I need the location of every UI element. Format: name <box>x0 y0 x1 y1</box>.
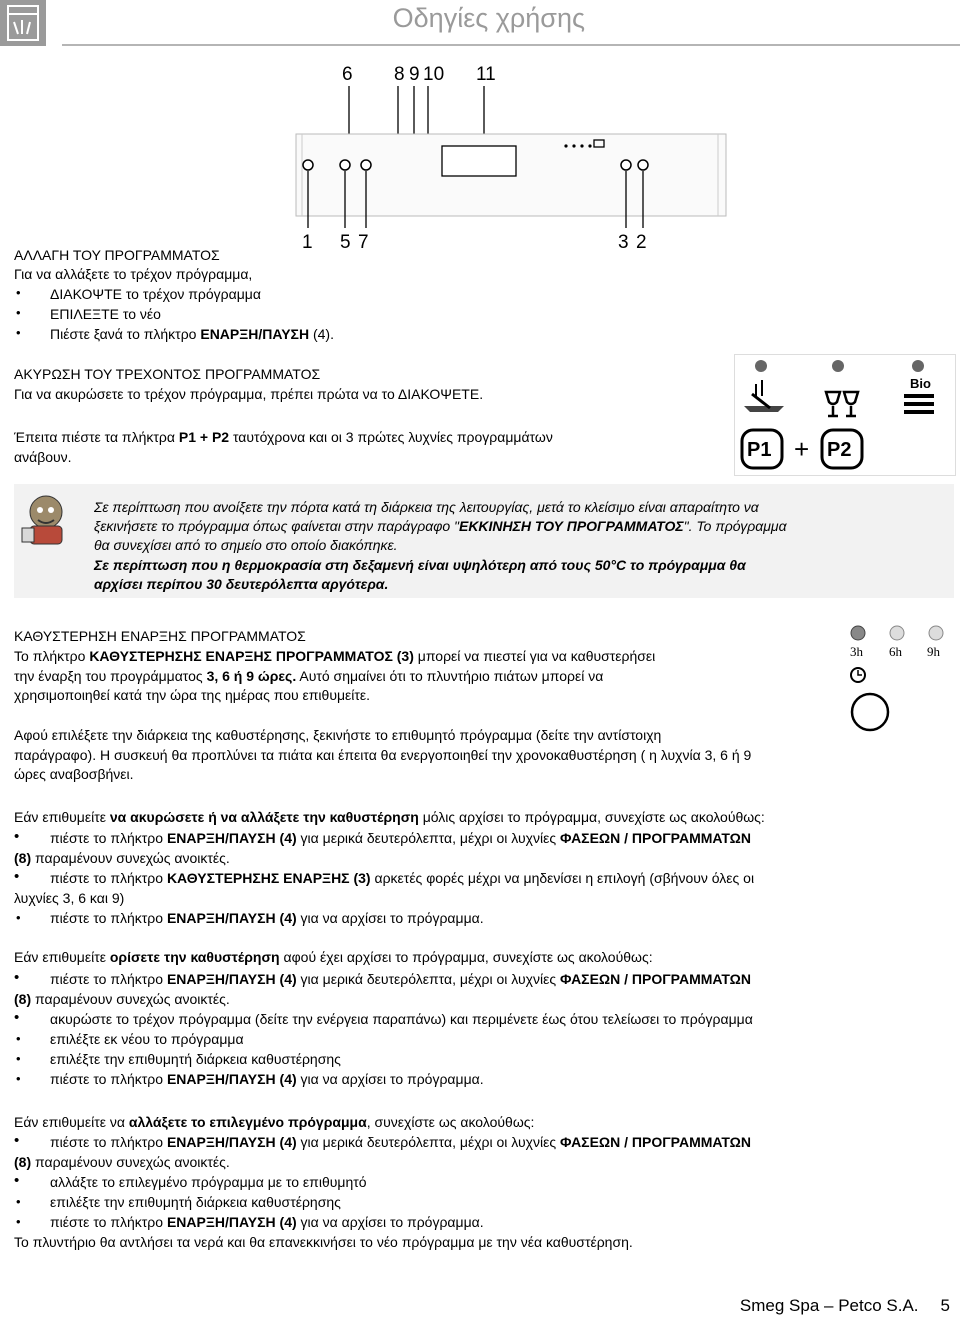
bullet-dot: • <box>14 828 20 845</box>
change-program-bullet-2: αλλάξτε το επιλεγμένο πρόγραμμα με το επιθυμητό <box>50 1174 367 1190</box>
header-divider <box>62 44 960 46</box>
panel-label-3: 3 <box>618 232 629 252</box>
note-line-5: αρχίσει περίπου 30 δευτερόλεπτα αργότερα. <box>94 576 389 592</box>
panel-label-6: 6 <box>342 64 353 85</box>
panel-label-5: 5 <box>340 232 351 252</box>
delay-p2-line-3: ώρες αναβοσβήνει. <box>14 766 134 782</box>
cancel-delay-bullet-2: πιέστε το πλήκτρο ΚΑΘΥΣΤΕΡΗΣΗΣ ΕΝΑΡΞΗΣ (3) αρκετές φορές μέχρι να μηδενίσει η επιλογή (σβήνουν όλες οι <box>50 870 755 886</box>
cancel-line-3: ανάβουν. <box>14 449 72 465</box>
delay-p2-line-2: παράγραφο). Η συσκευή θα προπλύνει τα πιάτα και έπειτα θα ενεργοποιηθεί την χρονοκαθυστέρηση ( η λυχνία 3, 6 ή 9 <box>14 747 752 763</box>
cancel-delay-bullet-1: πιέστε το πλήκτρο ΕΝΑΡΞΗ/ΠΑΥΣΗ (4) για μερικά δευτερόλεπτα, μέχρι οι λυχνίες ΦΑΣΕΩΝ / ΠΡΟΓΡΑΜΜΑΤΩΝ <box>50 830 751 846</box>
page-footer <box>740 1296 950 1316</box>
set-delay-bullet-1-cont: (8) παραμένουν συνεχώς ανοικτές. <box>14 991 230 1007</box>
change-intro: Για να αλλάξετε το τρέχον πρόγραμμα, <box>14 266 253 282</box>
panel-label-9: 9 <box>409 64 420 85</box>
p1-p2-buttons-figure <box>734 354 956 476</box>
p2-label: P2 <box>827 439 852 461</box>
footer-company: Smeg Spa – Petco S.A. <box>739 1296 919 1315</box>
panel-label-8: 8 <box>394 64 405 85</box>
note-line-2: ξεκινήσετε το πρόγραμμα όπως φαίνεται στην παράγραφο "ΕΚΚΙΝΗΣΗ ΤΟΥ ΠΡΟΓΡΑΜΜΑΤΟΣ". Το πρόγραμμα <box>94 518 787 534</box>
dishwasher-logo-icon <box>0 0 46 46</box>
bullet-dot: • <box>16 325 21 340</box>
change-program-bullet-1: πιέστε το πλήκτρο ΕΝΑΡΞΗ/ΠΑΥΣΗ (4) για μερικά δευτερόλεπτα, μέχρι οι λυχνίες ΦΑΣΕΩΝ / ΠΡΟΓΡΑΜΜΑΤΩΝ <box>50 1134 751 1150</box>
change-program-bullet-4: πιέστε το πλήκτρο ΕΝΑΡΞΗ/ΠΑΥΣΗ (4) για να αρχίσει το πρόγραμμα. <box>50 1214 484 1230</box>
bullet-dot: • <box>14 1009 20 1026</box>
cancel-heading: ΑΚΥΡΩΣΗ ΤΟΥ ΤΡΕΧΟΝΤΟΣ ΠΡΟΓΡΑΜΜΑΤΟΣ <box>14 366 321 382</box>
panel-label-1: 1 <box>302 232 313 252</box>
note-line-4: Σε περίπτωση που η θερμοκρασία στη δεξαμενή είναι υψηλότερη από τους 50°C το πρόγραμμα θα <box>94 557 746 573</box>
header-logo <box>0 0 46 46</box>
panel-label-10: 10 <box>423 64 445 85</box>
plus-label: + <box>794 434 810 464</box>
delay-9h-label: 9h <box>927 644 940 659</box>
delay-6h-label: 6h <box>889 644 902 659</box>
change-program-closing: Το πλυντήριο θα αντλήσει τα νερά και θα επανεκκινήσει το νέο πρόγραμμα με την νέα καθυστέρηση. <box>14 1234 633 1250</box>
svg-text:Bio: Bio <box>910 376 931 391</box>
page-title: Οδηγίες χρήσης <box>392 3 585 33</box>
note-line-1: Σε περίπτωση που ανοίξετε την πόρτα κατά τη διάρκεια της λειτουργίας, μετά το κλείσιμο είναι απαραίτητο να <box>94 499 759 515</box>
bullet-dot: • <box>16 910 21 925</box>
delay-3h-label: 3h <box>850 644 863 659</box>
panel-label-7: 7 <box>358 232 369 252</box>
bullet-dot: • <box>16 305 21 320</box>
panel-label-11: 11 <box>476 64 496 85</box>
change-program-bullet-3: επιλέξτε την επιθυμητή διάρκεια καθυστέρησης <box>50 1194 341 1210</box>
change-program-bullet-1-cont: (8) παραμένουν συνεχώς ανοικτές. <box>14 1154 230 1170</box>
bullet-dot: • <box>14 969 20 986</box>
p1-label: P1 <box>747 439 772 461</box>
note-line-3: θα συνεχίσει από το σημείο στο οποίο διακόπηκε. <box>94 537 398 553</box>
set-delay-bullet-5: πιέστε το πλήκτρο ΕΝΑΡΞΗ/ΠΑΥΣΗ (4) για να αρχίσει το πρόγραμμα. <box>50 1071 484 1087</box>
mascot-icon <box>20 490 70 546</box>
delay-p2-line-1: Αφού επιλέξετε την διάρκεια της καθυστέρησης, ξεκινήστε το επιθυμητό πρόγραμμα (δείτε την αντίστοιχη <box>14 727 662 743</box>
change-bullet-2: ΕΠΙΛΕΞΤΕ το νέο <box>50 306 161 322</box>
delay-p1-line-2: την έναρξη του προγράμματος 3, 6 ή 9 ώρες. Αυτό σημαίνει ότι το πλυντήριο πιάτων μπορεί να <box>14 668 604 684</box>
bullet-dot: • <box>16 285 21 300</box>
change-bullet-3: Πιέστε ξανά το πλήκτρο ΕΝΑΡΞΗ/ΠΑΥΣΗ (4). <box>50 326 334 342</box>
bullet-dot: • <box>14 1172 20 1189</box>
cancel-line-1: Για να ακυρώσετε το τρέχον πρόγραμμα, πρέπει πρώτα να το ΔΙΑΚΟΨΕΤΕ. <box>14 386 484 402</box>
cancel-line-2: Έπειτα πιέστε τα πλήκτρα P1 + P2 ταυτόχρονα και οι 3 πρώτες λυχνίες προγραμμάτων <box>14 429 553 445</box>
delay-p1-line-1: Το πλήκτρο ΚΑΘΥΣΤΕΡΗΣΗΣ ΕΝΑΡΞΗΣ ΠΡΟΓΡΑΜΜΑΤΟΣ (3) μπορεί να πιεστεί για να καθυστερήσει <box>14 648 656 664</box>
set-delay-bullet-4: επιλέξτε την επιθυμητή διάρκεια καθυστέρησης <box>50 1051 341 1067</box>
bullet-dot: • <box>16 1031 21 1046</box>
control-panel-diagram <box>292 58 732 252</box>
change-bullet-1: ΔΙΑΚΟΨΤΕ το τρέχον πρόγραμμα <box>50 286 261 302</box>
change-heading: ΑΛΛΑΓΗ ΤΟΥ ΠΡΟΓΡΑΜΜΑΤΟΣ <box>14 247 220 263</box>
bullet-dot: • <box>14 868 20 885</box>
cancel-delay-intro: Εάν επιθυμείτε να ακυρώσετε ή να αλλάξετε την καθυστέρηση μόλις αρχίσει το πρόγραμμα, συνεχίστε ως ακολούθως: <box>14 809 765 825</box>
panel-label-2: 2 <box>636 232 647 252</box>
bullet-dot: • <box>16 1071 21 1086</box>
set-delay-bullet-3: επιλέξτε εκ νέου το πρόγραμμα <box>50 1031 244 1047</box>
bullet-dot: • <box>16 1194 21 1209</box>
cancel-delay-bullet-2-cont: λυχνίες 3, 6 και 9) <box>14 890 125 906</box>
set-delay-intro: Εάν επιθυμείτε ορίσετε την καθυστέρηση αφού έχει αρχίσει το πρόγραμμα, συνεχίστε ως ακολούθως: <box>14 949 653 965</box>
set-delay-bullet-1: πιέστε το πλήκτρο ΕΝΑΡΞΗ/ΠΑΥΣΗ (4) για μερικά δευτερόλεπτα, μέχρι οι λυχνίες ΦΑΣΕΩΝ / ΠΡΟΓΡΑΜΜΑΤΩΝ <box>50 971 751 987</box>
page-number: 5 <box>940 1296 950 1315</box>
bullet-dot: • <box>16 1051 21 1066</box>
cancel-delay-bullet-1-cont: (8) παραμένουν συνεχώς ανοικτές. <box>14 850 230 866</box>
set-delay-bullet-2: ακυρώστε το τρέχον πρόγραμμα (δείτε την ενέργεια παραπάνω) και περιμένετε έως ότου τελείωσει το πρόγραμμα <box>50 1011 753 1027</box>
bullet-dot: • <box>14 1132 20 1149</box>
delay-p1-line-3: χρησιμοποιηθεί κατά την ώρα της ημέρας που επιθυμείτε. <box>14 687 371 703</box>
bullet-dot: • <box>16 1214 21 1229</box>
change-program-intro: Εάν επιθυμείτε να αλλάξετε το επιλεγμένο πρόγραμμα, συνεχίστε ως ακολούθως: <box>14 1114 535 1130</box>
cancel-delay-bullet-3: πιέστε το πλήκτρο ΕΝΑΡΞΗ/ΠΑΥΣΗ (4) για να αρχίσει το πρόγραμμα. <box>50 910 484 926</box>
delay-heading: ΚΑΘΥΣΤΕΡΗΣΗ ΕΝΑΡΞΗΣ ΠΡΟΓΡΑΜΜΑΤΟΣ <box>14 628 306 644</box>
delay-button-figure <box>840 620 956 732</box>
